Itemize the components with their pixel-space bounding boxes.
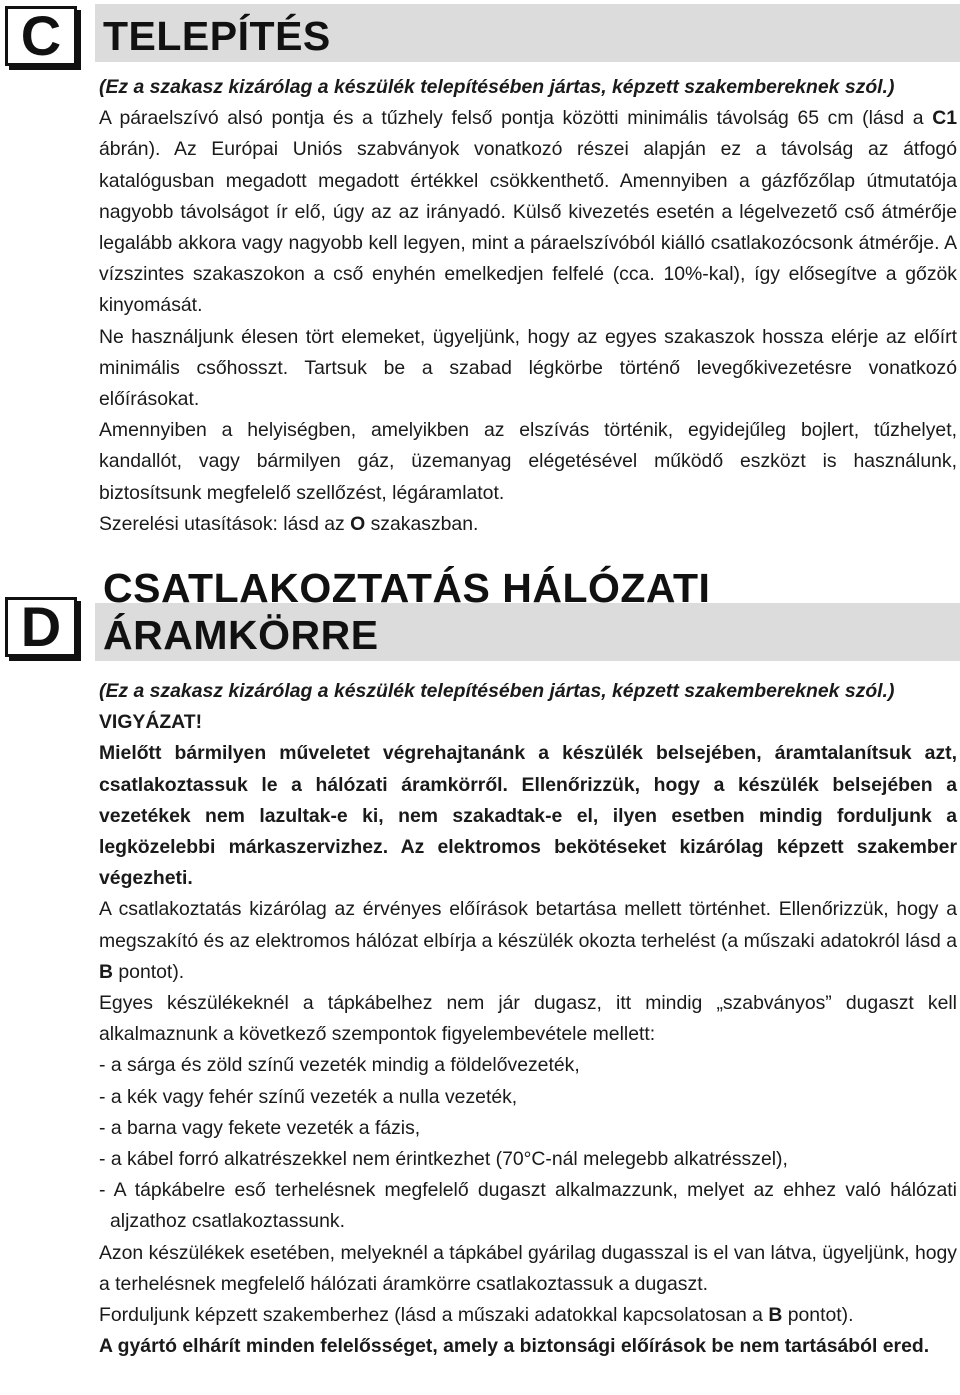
section-c-letter: C — [5, 6, 77, 66]
list-item: - a kábel forró alkatrészekkel nem érintkezhet (70°C-nál melegebb alkatrésszel), — [99, 1148, 788, 1171]
section-d-body — [99, 676, 957, 1362]
section-d-paragraph-4: Forduljunk képzett szakemberhez (lásd a műszaki adatokkal kapcsolatosan a B pontot). — [99, 1304, 854, 1327]
section-d-letter: D — [5, 597, 77, 657]
section-ref-o: O — [350, 512, 366, 535]
section-c-title: TELEPÍTÉS — [103, 13, 331, 59]
section-d-note: (Ez a szakasz kizárólag a készülék telepítésében jártas, képzett szakembereknek szól.) — [99, 680, 895, 702]
section-c-paragraph-4: Szerelési utasítások: lásd az O szakaszban. — [99, 512, 479, 535]
section-d-paragraph-3: Azon készülékek esetében, melyeknél a tápkábel gyárilag dugasszal is el van látva, ügyeljünk, hogy a terhelésnek megfelelő hálózati áramkörre csatlakoztassuk a dugaszt. — [99, 1241, 958, 1295]
warning-text: Mielőtt bármilyen műveletet végrehajtanánk a készülék belsejében, áramtalanítsuk azt, csatlakoztassuk le a hálózati áramkörről. Ellenőrizzük, hogy a készülék belsejében a vezetékek nem lazultak-e ki, nem szakadtak-e el, ilyen esetben mindig forduljunk a legközelebbi márkaszervizhez. Az elektromos bekötéseket kizárólag képzett szakember végezheti. — [99, 742, 957, 890]
section-c-note: (Ez a szakasz kizárólag a készülék telepítésében jártas, képzett szakembereknek szól.) — [99, 76, 895, 98]
section-d-title-bar — [95, 565, 960, 661]
warning-heading: VIGYÁZAT! — [99, 711, 203, 734]
list-item: - a sárga és zöld színű vezeték mindig a földelővezeték, — [99, 1054, 580, 1077]
section-c-paragraph-2: Ne használjunk élesen tört elemeket, ügyeljünk, hogy az egyes szakaszok hossza elérje az előírt minimális csőhosszt. Tartsuk be a szabad légkörbe történő levegőkivezetésre vonatkozó előírásokat. — [99, 325, 957, 411]
section-c-paragraph-3: Amennyiben a helyiségben, amelyikben az elszívás történik, egyidejűleg bojlert, tűzhelyet, kandallót, vagy bármilyen gáz, üzemanyag elégetésével működő eszközt is használunk, biztosítsunk megfelelő szellőzést, légáramlatot. — [99, 419, 957, 504]
section-c-body — [99, 72, 957, 540]
section-d-title: CSATLAKOZTATÁS HÁLÓZATI ÁRAMKÖRRE — [103, 565, 711, 658]
section-d-paragraph-1: A csatlakoztatás kizárólag az érvényes előírások betartása mellett történhet. Ellenőrizzük, hogy a megszakító és az elektromos hálózat elbírja a készülék okozta terhelést (a műszaki adatokról lásd a B pontot). — [99, 898, 957, 983]
list-item: - A tápkábelre eső terhelésnek megfelelő dugaszt alkalmazzunk, melyet az ehhez való hálózati aljzathoz csatlakoztassunk. — [99, 1179, 957, 1233]
section-c-paragraph-1: A páraelszívó alsó pontja és a tűzhely felső pontja közötti minimális távolság 65 cm (lásd a C1 ábrán). Az Európai Uniós szabványok vonatkozó részei alapján ez a távolság az átfogó katalógusban megadott megadott értékkel csökkenthető. Amennyiben a gázfőzőlap útmutatója nagyobb távolságot ír elő, úgy az az irányadó. Külső kivezetés esetén a légelvezető cső átmérője legalább akkora vagy nagyobb kell legyen, mint a páraelszívóból kiálló csatlakozócsonk átmérője. A vízszintes szakaszokon a cső enyhén emelkedjen felfelé (cca. 10%-kal), így elősegítve a gőzök kinyomását. — [99, 107, 957, 317]
section-d-paragraph-2: Egyes készülékeknél a tápkábelhez nem jár dugasz, itt mindig „szabványos” dugaszt kell alkalmaznunk a következő szempontok figyelembevétele mellett: — [99, 992, 957, 1046]
section-ref-b-2: B — [768, 1304, 783, 1327]
list-item: - a kék vagy fehér színű vezeték a nulla vezeték, — [99, 1085, 518, 1108]
disclaimer: A gyártó elhárít minden felelősséget, amely a biztonsági előírások be nem tartásából ered. — [99, 1335, 930, 1358]
section-c-title-bar — [95, 4, 960, 62]
figure-ref-c1: C1 — [932, 107, 957, 130]
section-ref-b: B — [99, 960, 114, 983]
list-item: - a barna vagy fekete vezeték a fázis, — [99, 1116, 421, 1139]
